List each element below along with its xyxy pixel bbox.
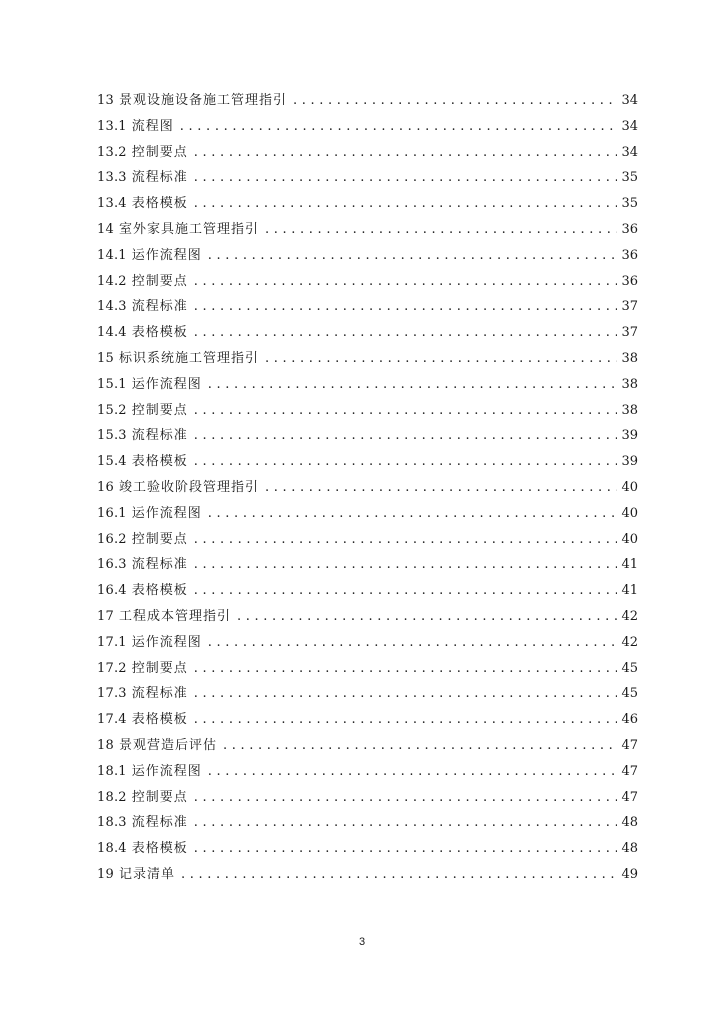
toc-entry-page-number: 42: [621, 634, 638, 650]
toc-entry[interactable]: [97, 269, 638, 295]
toc-dot-leader: [194, 423, 618, 449]
toc-entry-page-number: 48: [621, 841, 638, 857]
toc-entry[interactable]: [97, 372, 638, 398]
toc-entry-number: 17.3: [97, 686, 127, 702]
toc-entry-page-number: 40: [621, 505, 638, 521]
toc-entry-number: 18: [97, 737, 114, 753]
toc-entry-number: 17.2: [97, 660, 127, 676]
toc-entry[interactable]: [97, 707, 638, 733]
toc-entry-number: 14.1: [97, 247, 127, 263]
toc-dot-leader: [265, 217, 617, 243]
toc-entry-title: 表格模板: [131, 454, 188, 470]
toc-dot-leader: [208, 630, 618, 656]
toc-entry-title: 工程成本管理指引: [118, 608, 231, 624]
toc-dot-leader: [208, 759, 618, 785]
toc-entry-number: 14.3: [97, 299, 127, 315]
toc-entry[interactable]: [97, 191, 638, 217]
toc-entry-title: 景观营造后评估: [118, 737, 217, 753]
toc-dot-leader: [194, 707, 618, 733]
toc-entry-page-number: 45: [621, 660, 638, 676]
toc-entry[interactable]: [97, 501, 638, 527]
toc-entry-title: 表格模板: [131, 841, 188, 857]
toc-dot-leader: [194, 269, 618, 295]
toc-entry-title: 记录清单: [118, 866, 175, 882]
toc-entry-title: 流程标准: [131, 815, 188, 831]
toc-entry[interactable]: [97, 294, 638, 320]
toc-dot-leader: [194, 552, 618, 578]
toc-entry[interactable]: [97, 733, 638, 759]
toc-entry-page-number: 34: [621, 93, 638, 108]
toc-entry-page-number: 47: [621, 789, 638, 805]
toc-entry-title: 标识系统施工管理指引: [118, 350, 259, 366]
toc-dot-leader: [194, 191, 618, 217]
toc-dot-leader: [194, 294, 618, 320]
toc-entry-page-number: 41: [621, 583, 638, 599]
toc-entry-page-number: 47: [621, 737, 638, 753]
toc-dot-leader: [194, 140, 618, 166]
toc-entry[interactable]: [97, 88, 638, 114]
toc-entry-page-number: 38: [621, 376, 638, 392]
toc-entry-number: 15: [97, 350, 114, 366]
toc-entry-title: 运作流程图: [131, 634, 202, 650]
toc-entry-title: 景观设施设备施工管理指引: [118, 93, 287, 108]
toc-entry-page-number: 47: [621, 763, 638, 779]
toc-entry-title: 控制要点: [131, 273, 188, 289]
toc-entry-title: 控制要点: [131, 660, 188, 676]
toc-entry-number: 13: [97, 93, 114, 108]
toc-entry-title: 运作流程图: [131, 505, 202, 521]
toc-entry-number: 17.4: [97, 712, 127, 728]
toc-entry-title: 流程图: [131, 118, 174, 134]
toc-entry-page-number: 41: [621, 557, 638, 573]
toc-dot-leader: [194, 320, 618, 346]
toc-entry-page-number: 49: [621, 866, 638, 882]
toc-entry-page-number: 46: [621, 712, 638, 728]
toc-dot-leader: [194, 656, 618, 682]
toc-dot-leader: [194, 398, 618, 424]
toc-entry-number: 18.3: [97, 815, 127, 831]
toc-dot-leader: [194, 449, 618, 475]
toc-entry-number: 15.3: [97, 428, 127, 444]
toc-entry[interactable]: [97, 836, 638, 862]
toc-entry-title: 表格模板: [131, 712, 188, 728]
toc-entry-title: 控制要点: [131, 402, 188, 418]
toc-entry-page-number: 40: [621, 479, 638, 495]
toc-entry-number: 18.4: [97, 841, 127, 857]
toc-entry-page-number: 42: [621, 608, 638, 624]
toc-entry[interactable]: [97, 217, 638, 243]
toc-entry-title: 表格模板: [131, 196, 188, 212]
toc-entry[interactable]: [97, 862, 638, 888]
toc-entry[interactable]: [97, 346, 638, 372]
toc-entry-number: 16.4: [97, 583, 127, 599]
toc-entry[interactable]: [97, 423, 638, 449]
toc-dot-leader: [181, 862, 617, 888]
toc-entry-page-number: 36: [621, 221, 638, 237]
toc-dot-leader: [208, 372, 618, 398]
toc-entry-number: 15.2: [97, 402, 127, 418]
toc-entry-number: 13.3: [97, 170, 127, 186]
toc-entry-number: 17: [97, 608, 114, 624]
toc-dot-leader: [293, 88, 617, 114]
toc-entry[interactable]: [97, 140, 638, 166]
toc-entry-title: 运作流程图: [131, 376, 202, 392]
toc-entry[interactable]: [97, 759, 638, 785]
toc-entry-page-number: 35: [621, 170, 638, 186]
toc-dot-leader: [194, 578, 618, 604]
toc-entry[interactable]: [97, 604, 638, 630]
toc-entry[interactable]: [97, 114, 638, 140]
toc-entry-title: 控制要点: [131, 789, 188, 805]
toc-entry-page-number: 34: [621, 144, 638, 160]
toc-dot-leader: [208, 243, 618, 269]
toc-entry-title: 控制要点: [131, 144, 188, 160]
toc-entry-page-number: 34: [621, 118, 638, 134]
toc-entry-number: 16.2: [97, 531, 127, 547]
toc-entry-title: 流程标准: [131, 428, 188, 444]
toc-entry-title: 控制要点: [131, 531, 188, 547]
toc-entry[interactable]: [97, 527, 638, 553]
toc-entry-page-number: 40: [621, 531, 638, 547]
toc-entry[interactable]: [97, 475, 638, 501]
toc-entry-page-number: 39: [621, 454, 638, 470]
toc-entry-number: 16.1: [97, 505, 127, 521]
toc-entry-number: 14: [97, 221, 114, 237]
toc-entry-number: 16.3: [97, 557, 127, 573]
toc-dot-leader: [194, 810, 618, 836]
toc-entry-page-number: 48: [621, 815, 638, 831]
toc-entry[interactable]: [97, 810, 638, 836]
toc-entry-page-number: 37: [621, 325, 638, 341]
toc-entry-title: 流程标准: [131, 299, 188, 315]
toc-dot-leader: [223, 733, 617, 759]
toc-entry-title: 流程标准: [131, 686, 188, 702]
toc-entry-title: 室外家具施工管理指引: [118, 221, 259, 237]
toc-entry-page-number: 39: [621, 428, 638, 444]
toc-dot-leader: [194, 681, 618, 707]
toc-entry-title: 竣工验收阶段管理指引: [118, 479, 259, 495]
toc-entry-number: 13.2: [97, 144, 127, 160]
toc-entry-title: 表格模板: [131, 325, 188, 341]
toc-entry-number: 13.1: [97, 118, 127, 134]
toc-dot-leader: [180, 114, 618, 140]
toc-dot-leader: [265, 475, 617, 501]
toc-entry[interactable]: [97, 681, 638, 707]
toc-entry-page-number: 37: [621, 299, 638, 315]
toc-entry-page-number: 35: [621, 196, 638, 212]
toc-entry[interactable]: [97, 785, 638, 811]
toc-entry-page-number: 45: [621, 686, 638, 702]
toc-entry[interactable]: [97, 656, 638, 682]
toc-entry-title: 流程标准: [131, 557, 188, 573]
toc-entry-number: 18.1: [97, 763, 127, 779]
toc-entry[interactable]: [97, 630, 638, 656]
toc-entry-title: 表格模板: [131, 583, 188, 599]
toc-entry-title: 运作流程图: [131, 763, 202, 779]
toc-entry[interactable]: [97, 449, 638, 475]
toc-entry-number: 15.4: [97, 454, 127, 470]
toc-dot-leader: [194, 527, 618, 553]
toc-entry-title: 运作流程图: [131, 247, 202, 263]
toc-entry[interactable]: [97, 552, 638, 578]
toc-entry-page-number: 38: [621, 350, 638, 366]
table-of-contents: [97, 88, 638, 888]
toc-entry-page-number: 38: [621, 402, 638, 418]
toc-entry-number: 14.2: [97, 273, 127, 289]
toc-dot-leader: [194, 165, 618, 191]
toc-dot-leader: [208, 501, 618, 527]
toc-entry-title: 流程标准: [131, 170, 188, 186]
toc-entry-page-number: 36: [621, 273, 638, 289]
toc-entry[interactable]: [97, 578, 638, 604]
toc-entry-number: 15.1: [97, 376, 127, 392]
toc-dot-leader: [237, 604, 617, 630]
toc-dot-leader: [265, 346, 617, 372]
toc-entry-number: 18.2: [97, 789, 127, 805]
toc-entry-number: 16: [97, 479, 114, 495]
toc-entry[interactable]: [97, 398, 638, 424]
toc-entry-page-number: 36: [621, 247, 638, 263]
toc-dot-leader: [194, 836, 618, 862]
toc-entry-number: 14.4: [97, 325, 127, 341]
toc-entry-number: 19: [97, 866, 114, 882]
toc-entry[interactable]: [97, 320, 638, 346]
toc-entry-number: 17.1: [97, 634, 127, 650]
toc-entry[interactable]: [97, 165, 638, 191]
toc-dot-leader: [194, 785, 618, 811]
page-number: 3: [358, 936, 366, 948]
toc-entry[interactable]: [97, 243, 638, 269]
toc-entry-number: 13.4: [97, 196, 127, 212]
